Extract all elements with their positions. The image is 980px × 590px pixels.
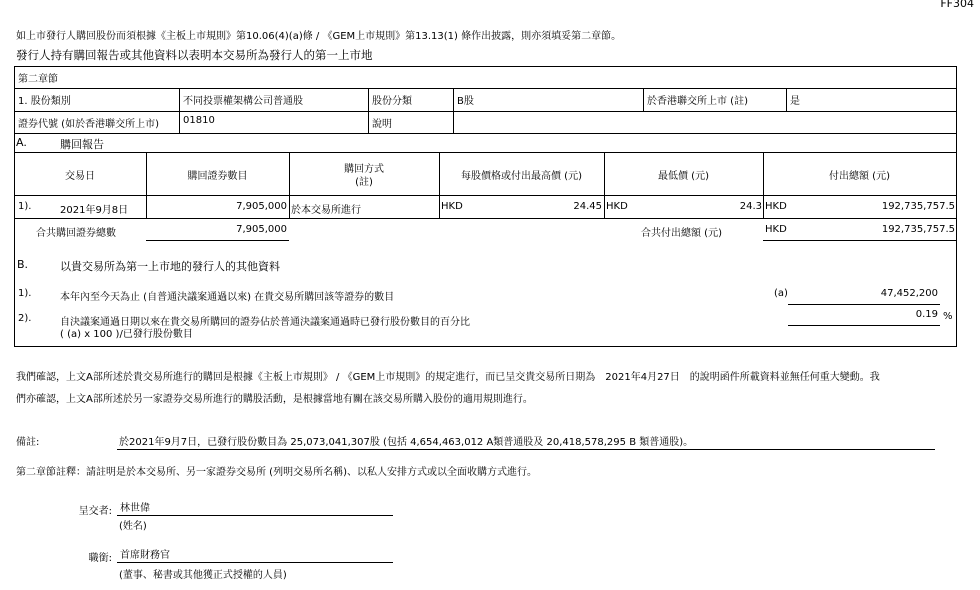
stock-code-value: 01810 [183, 115, 215, 126]
name-caption: (姓名) [119, 521, 147, 532]
submitter-label: 呈交者: [78, 506, 112, 517]
header-high-price: 每股價格或付出最高價 (元) [461, 171, 582, 182]
listed-label: 於香港聯交所上市 (註) [647, 96, 748, 107]
section-b-title: 以貴交易所為第一上市地的發行人的其他資料 [60, 260, 280, 273]
row-date: 2021年9月8日 [60, 205, 129, 216]
row-count: 7,905,000 [236, 201, 287, 212]
share-class-value: 不同投票權架構公司普通股 [183, 96, 303, 107]
share-type-value: B股 [457, 96, 474, 107]
share-class-label: 1. 股份類別 [18, 96, 71, 107]
header-count: 購回證券數目 [187, 171, 248, 182]
header-method: 購回方式 [344, 164, 384, 175]
total-paid-label: 合共付出總額 (元) [641, 228, 722, 239]
row-low-price: 24.3 [739, 201, 762, 212]
item2-unit: % [943, 311, 953, 322]
chapter-label: 第二章節 [18, 74, 58, 85]
item1-number: 1). [18, 288, 32, 299]
total-paid-value: 192,735,757.5 [881, 224, 955, 235]
item2-number: 2). [18, 313, 32, 324]
listed-value: 是 [790, 96, 800, 107]
section-a-letter: A. [16, 136, 27, 149]
row-number: 1). [18, 201, 32, 212]
section-b-letter: B. [17, 258, 29, 271]
header-low-price: 最低價 (元) [658, 171, 709, 182]
row-method: 於本交易所進行 [291, 205, 361, 216]
confirmation-line-1: 我們確認，上文A部所述於貴交易所進行的購回是根據《主板上市規則》 / 《GEM上市規則》的規定進行，而已呈交貴交易所日期為 2021年4月27日 的說明函件所載資料並無任何重大變動。我 [16, 372, 880, 383]
item1-text: 本年內至今天為止 (自普通決議案通過以來) 在貴交易所購回該等證券的數目 [60, 292, 395, 303]
submitter-name: 林世偉 [120, 503, 150, 514]
confirmation-line-2: 們亦確認，上文A部所述於另一家證券交易所進行的購股活動，是根據當地有關在該交易所購入股份的適用規則進行。 [16, 394, 533, 405]
form-code: FF304 [940, 0, 974, 10]
row-low-currency: HKD [606, 201, 628, 212]
item1-tag: (a) [774, 288, 788, 299]
total-paid-currency: HKD [765, 224, 787, 235]
item1-value: 47,452,200 [880, 288, 938, 299]
section-title: 發行人持有購回報告或其他資料以表明本交易所為發行人的第一上市地 [16, 48, 373, 62]
remarks-text: 於2021年9月7日，已發行股份數目為 25,073,041,307股 (包括 4,654,463,012 A類普通股及 20,418,578,295 B 類普通股)。 [119, 437, 694, 448]
total-count-value: 7,905,000 [236, 224, 287, 235]
row-total-currency: HKD [765, 201, 787, 212]
title-value: 首席財務官 [120, 550, 170, 561]
title-label: 職銜: [88, 553, 112, 564]
remarks-label: 備註: [16, 437, 40, 448]
total-count-label: 合共購回證券總數 [36, 228, 116, 239]
row-high-price: 24.45 [573, 201, 602, 212]
row-high-currency: HKD [441, 201, 463, 212]
intro-text: 如上市發行人購回股份而須根據《主板上市規則》第10.06(4)(a)條 / 《GEM上市規則》第13.13(1) 條作出披露，則亦須填妥第二章節。 [16, 31, 622, 42]
stock-code-label: 證券代號 (如於香港聯交所上市) [18, 119, 159, 130]
description-label: 說明 [372, 119, 392, 130]
header-date: 交易日 [65, 171, 95, 182]
item2-text: 自決議案通過日期以來在貴交易所購回的證券佔於普通決議案通過時已發行股份數目的百分比 [60, 317, 470, 328]
chapter-note: 第二章節註釋：請註明是於本交易所、另一家證券交易所 (列明交易所名稱)、以私人安排方式或以全面收購方式進行。 [16, 467, 537, 478]
header-total-paid: 付出總額 (元) [829, 171, 890, 182]
item2-formula: ( (a) x 100 )/已發行股份數目 [60, 329, 193, 340]
title-caption: (董事、秘書或其他獲正式授權的人員) [119, 570, 287, 581]
header-method-note: (註) [355, 177, 373, 188]
section-a-title: 購回報告 [60, 138, 104, 151]
row-total-paid: 192,735,757.5 [881, 201, 955, 212]
item2-value: 0.19 [915, 309, 938, 320]
share-type-label: 股份分類 [372, 96, 412, 107]
